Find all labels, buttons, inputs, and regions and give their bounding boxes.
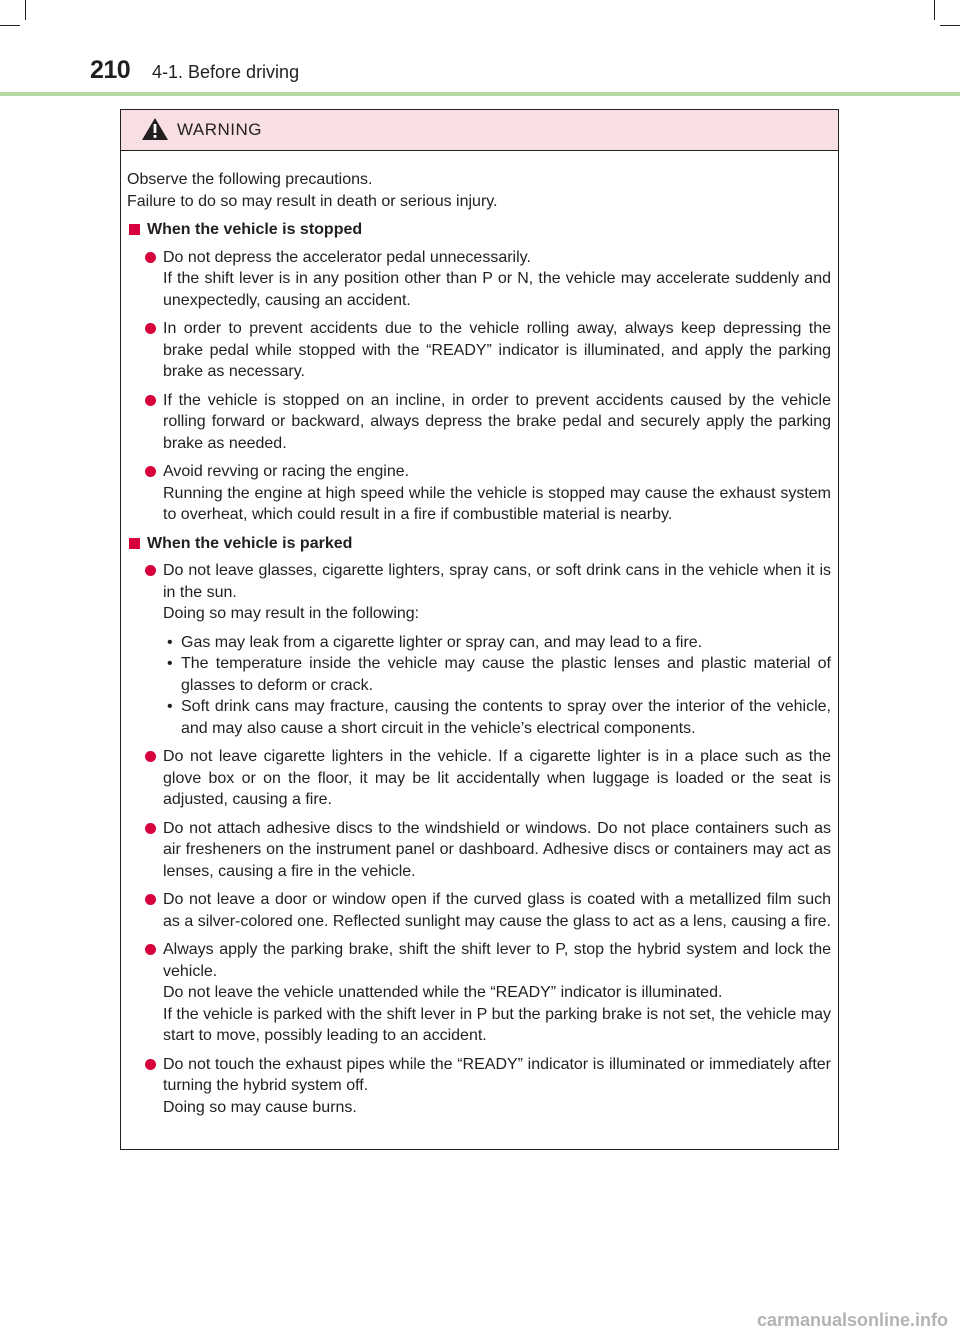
red-circle-icon	[145, 395, 156, 406]
warning-header	[121, 110, 838, 151]
bullet-dot-icon: •	[167, 633, 173, 651]
bullet-dot-icon: •	[167, 655, 173, 672]
red-circle-icon	[145, 565, 156, 576]
bullet-dot-icon: •	[167, 698, 173, 715]
red-square-icon	[129, 224, 140, 235]
sub-item-text: Soft drink cans may fracture, causing the contents to spray over the interior of the vehicle, and may also cause a short circuit in the vehicle’s electrical components.	[181, 698, 831, 737]
list-item	[127, 247, 831, 312]
item-line: Do not leave cigarette lighters in the vehicle. If a cigarette lighter is in a place such as the glove box or on the floor, it may be lit accidentally when luggage is loaded or the seat is adjusted, causing a fire.	[163, 748, 831, 808]
crop-mark	[25, 0, 26, 20]
item-line: Doing so may result in the following:	[163, 605, 420, 622]
warning-title: WARNING	[177, 120, 263, 139]
list-item	[127, 818, 831, 883]
list-item	[127, 939, 831, 1047]
sub-item-text: The temperature inside the vehicle may cause the plastic lenses and plastic material of glasses to deform or crack.	[181, 655, 831, 694]
item-line: Do not attach adhesive discs to the windshield or windows. Do not place containers such as air fresheners on the instrument panel or dashboard. Adhesive discs or containers may act as lenses, causing a fire in the vehicle.	[163, 819, 831, 880]
red-circle-icon	[145, 944, 156, 955]
item-line: If the shift lever is in any position other than P or N, the vehicle may accelerate suddenly and unexpectedly, causing an accident.	[163, 270, 831, 309]
bullet-list	[127, 247, 831, 526]
item-line: Always apply the parking brake, shift the shift lever to P, stop the hybrid system and lock the vehicle.	[163, 941, 831, 980]
section-heading	[127, 219, 831, 241]
item-line: If the vehicle is parked with the shift lever in P but the parking brake is not set, the vehicle may start to move, possibly leading to an accident.	[163, 1005, 831, 1044]
list-item	[127, 746, 831, 811]
bullet-list	[127, 560, 831, 1118]
watermark: carmanualsonline.info	[756, 1310, 948, 1330]
section-heading-text: When the vehicle is stopped	[147, 221, 363, 238]
item-line: Do not touch the exhaust pipes while the “READY” indicator is illuminated or immediately after turning the hybrid system off.	[163, 1055, 831, 1094]
red-circle-icon	[145, 323, 156, 334]
item-line: Do not depress the accelerator pedal unnecessarily.	[163, 248, 531, 266]
warning-box	[120, 109, 839, 1150]
sub-list-item	[163, 632, 831, 654]
list-item	[127, 318, 831, 383]
crop-mark	[0, 25, 20, 26]
list-item	[127, 889, 831, 932]
sub-item-text: Gas may leak from a cigarette lighter or spray can, and may lead to a fire.	[181, 633, 703, 651]
crop-mark	[934, 0, 935, 20]
item-line: In order to prevent accidents due to the vehicle rolling away, always keep depressing the brake pedal while stopped with the “READY” indicator is illuminated, and apply the parking brake as necessary.	[163, 320, 831, 380]
item-line: If the vehicle is stopped on an incline, in order to prevent accidents caused by the vehicle rolling forward or backward, always depress the brake pedal and securely apply the parking brake as needed.	[163, 391, 831, 452]
red-circle-icon	[145, 751, 156, 762]
list-item	[127, 1054, 831, 1119]
sub-list-item	[163, 696, 831, 739]
red-circle-icon	[145, 466, 156, 477]
warning-intro	[127, 169, 831, 212]
intro-line: Failure to do so may result in death or serious injury.	[127, 192, 498, 210]
item-line: Do not leave glasses, cigarette lighters, spray cans, or soft drink cans in the vehicle when it is in the sun.	[163, 562, 831, 601]
red-circle-icon	[145, 894, 156, 905]
sub-list	[163, 632, 831, 740]
item-line: Running the engine at high speed while the vehicle is stopped may cause the exhaust system to overheat, which could result in a fire if combustible material is nearby.	[163, 484, 831, 523]
intro-line: Observe the following precautions.	[127, 171, 373, 188]
crop-mark	[940, 25, 960, 26]
red-circle-icon	[145, 252, 156, 263]
red-circle-icon	[145, 823, 156, 834]
warning-body	[121, 151, 838, 1118]
section-heading-text: When the vehicle is parked	[147, 534, 353, 552]
red-circle-icon	[145, 1059, 156, 1070]
list-item	[127, 560, 831, 739]
section-heading	[127, 533, 831, 555]
list-item	[127, 461, 831, 526]
warning-triangle-icon	[141, 117, 169, 141]
list-item	[127, 390, 831, 455]
page-header	[90, 54, 960, 94]
sub-list-item	[163, 653, 831, 696]
item-line: Do not leave the vehicle unattended while the “READY” indicator is illuminated.	[163, 984, 723, 1001]
red-square-icon	[129, 538, 140, 549]
section-title: 4-1. Before driving	[152, 62, 300, 82]
item-line: Doing so may cause burns.	[163, 1098, 357, 1116]
page-number: 210	[90, 56, 131, 84]
item-line: Do not leave a door or window open if the curved glass is coated with a metallized film such as a silver-colored one. Reflected sunlight may cause the glass to act as a lens, causing a fire.	[163, 891, 831, 930]
item-line: Avoid revving or racing the engine.	[163, 463, 410, 480]
header-rule	[0, 92, 960, 96]
